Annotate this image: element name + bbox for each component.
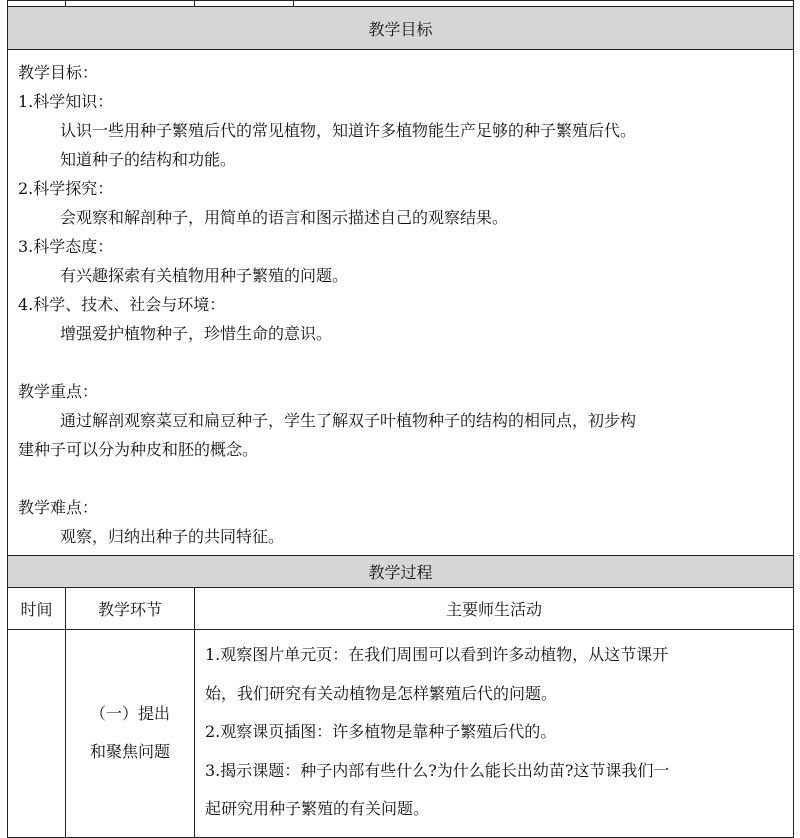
objectives-label: 教学目标：: [18, 63, 99, 82]
objective-heading: 4.科学、技术、社会与环境：: [18, 295, 226, 314]
column-header-activities: 主要师生活动: [195, 588, 794, 630]
activity-line: 3.揭示课题：种子内部有些什么?为什么能长出幼苗?这节课我们一: [205, 760, 670, 780]
table-row: [8, 630, 794, 838]
stage-line: （一）提出: [89, 704, 170, 724]
activity-line: 1.观察图片单元页：在我们周围可以看到许多动植物，从这节课开: [205, 645, 669, 664]
objective-heading: 2.科学探究：: [18, 179, 114, 198]
activity-line: 起研究用种子繁殖的有关问题。: [205, 799, 430, 818]
objective-text: 认识一些用种子繁殖后代的常见植物，知道许多植物能生产足够的种子繁殖后代。: [60, 121, 637, 140]
spacer: [18, 348, 783, 377]
objective-text: 有兴趣探索有关植物用种子繁殖的问题。: [60, 266, 349, 285]
objective-heading: 3.科学态度：: [18, 237, 114, 256]
activities-cell: [195, 630, 794, 838]
key-points-text: 通过解剖观察菜豆和扁豆种子，学生了解双子叶植物种子的结构的相同点，初步构: [60, 411, 637, 430]
objective-text: 会观察和解剖种子，用简单的语言和图示描述自己的观察结果。: [60, 208, 509, 227]
spacer: [18, 464, 783, 493]
activity-line: 始，我们研究有关动植物是怎样繁殖后代的问题。: [205, 683, 558, 703]
time-cell: [8, 630, 66, 838]
key-points-label: 教学重点：: [18, 382, 99, 401]
column-header-stage: 教学环节: [66, 588, 195, 630]
objectives-cell: [8, 50, 794, 556]
column-header-time: 时间: [8, 588, 66, 630]
objective-text: 知道种子的结构和功能。: [60, 150, 237, 169]
difficulties-label: 教学难点：: [18, 498, 99, 517]
key-points-text-continued: 建种子可以分为种皮和胚的概念。: [18, 440, 259, 459]
activity-line: 2.观察课页插图：许多植物是靠种子繁殖后代的。: [205, 722, 557, 741]
objective-text: 增强爱护植物种子，珍惜生命的意识。: [60, 324, 333, 343]
lesson-plan-document: [7, 0, 793, 833]
stage-line: 和聚焦问题: [89, 742, 170, 762]
section-title-objectives: 教学目标: [8, 7, 794, 50]
section-title-process: 教学过程: [8, 556, 794, 588]
objective-heading: 1.科学知识：: [18, 92, 114, 111]
stage-cell: [66, 630, 195, 838]
difficulties-text: 观察，归纳出种子的共同特征。: [60, 527, 285, 546]
lesson-plan-table: [7, 0, 794, 838]
